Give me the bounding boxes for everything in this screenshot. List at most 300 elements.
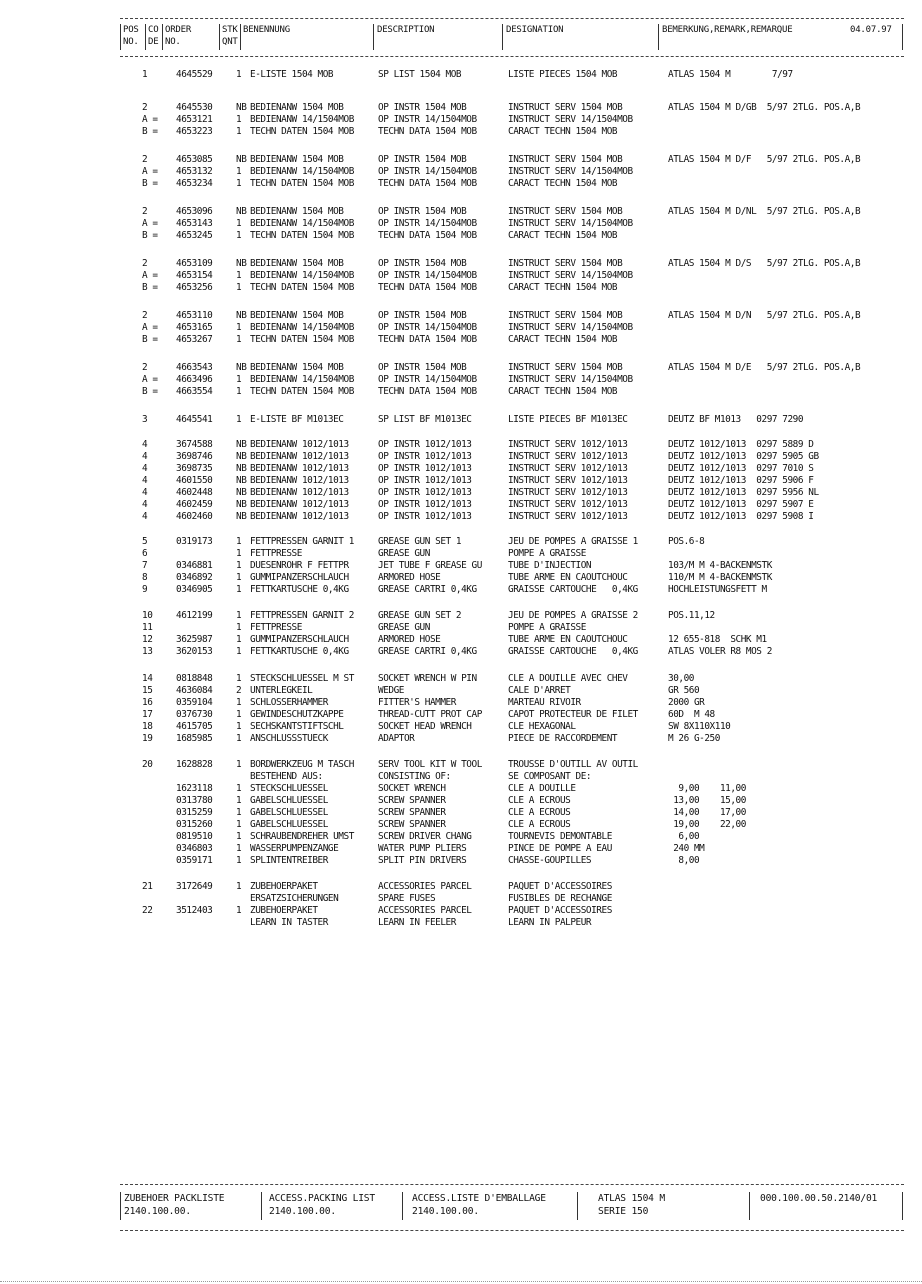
row-qty: NB <box>236 475 247 486</box>
row-designation: INSTRUCT SERV 1504 MOB <box>508 310 623 321</box>
row-description: FITTER'S HAMMER <box>378 697 456 708</box>
row-description: OP INSTR 1504 MOB <box>378 258 467 269</box>
header-divider <box>120 24 121 50</box>
row-description: SP LIST BF M1013EC <box>378 414 472 425</box>
row-pos: B = <box>142 230 158 241</box>
row-remark: SW 8X110X110 <box>668 721 731 732</box>
table-row <box>0 610 922 622</box>
header-description: DESCRIPTION <box>377 25 435 35</box>
row-designation: CARACT TECHN 1504 MOB <box>508 386 618 397</box>
row-pos: 17 <box>142 709 153 720</box>
row-order: 1623118 <box>176 783 213 794</box>
row-qty: NB <box>236 499 247 510</box>
row-pos: A = <box>142 270 158 281</box>
row-benennung: BEDIENANW 1012/1013 <box>250 499 349 510</box>
row-designation: GRAISSE CARTOUCHE 0,4KG <box>508 584 638 595</box>
table-row <box>0 166 922 178</box>
row-pos: 6 <box>142 548 148 559</box>
row-order: 3512403 <box>176 905 213 916</box>
row-order: 4653085 <box>176 154 213 165</box>
row-designation: TUBE ARME EN CAOUTCHOUC <box>508 634 628 645</box>
row-description: OP INSTR 1504 MOB <box>378 154 467 165</box>
header-remark: BEMERKUNG,REMARK,REMARQUE <box>662 25 793 35</box>
table-row <box>0 536 922 548</box>
table-row <box>0 709 922 721</box>
row-designation: SE COMPOSANT DE: <box>508 771 592 782</box>
table-row <box>0 622 922 634</box>
row-remark: 103/M M 4-BACKENMSTK <box>668 560 772 571</box>
row-qty: 1 <box>236 622 242 633</box>
row-order: 4663554 <box>176 386 213 397</box>
row-remark: HOCHLEISTUNGSFETT M <box>668 584 767 595</box>
row-description: ADAPTOR <box>378 733 415 744</box>
table-row <box>0 893 922 905</box>
row-qty: 1 <box>236 536 242 547</box>
row-order: 1628828 <box>176 759 213 770</box>
row-order: 0346892 <box>176 572 213 583</box>
row-pos: 16 <box>142 697 153 708</box>
row-qty: 2 <box>236 685 242 696</box>
row-qty: 1 <box>236 282 242 293</box>
row-designation: INSTRUCT SERV 14/1504MOB <box>508 114 633 125</box>
row-description: ACCESSORIES PARCEL <box>378 905 472 916</box>
row-benennung: BESTEHEND AUS: <box>250 771 323 782</box>
row-description: OP INSTR 14/1504MOB <box>378 218 477 229</box>
row-order: 3620153 <box>176 646 213 657</box>
row-order: 4645529 <box>176 69 213 80</box>
row-order: 4645530 <box>176 102 213 113</box>
row-designation: INSTRUCT SERV 14/1504MOB <box>508 270 633 281</box>
row-designation: PAQUET D'ACCESSOIRES <box>508 905 612 916</box>
row-designation: INSTRUCT SERV 1012/1013 <box>508 511 628 522</box>
row-qty: NB <box>236 362 247 373</box>
row-designation: INSTRUCT SERV 1504 MOB <box>508 154 623 165</box>
table-row <box>0 572 922 584</box>
header-divider <box>240 24 241 50</box>
row-description: THREAD-CUTT PROT CAP <box>378 709 482 720</box>
row-benennung: BEDIENANW 14/1504MOB <box>250 114 354 125</box>
row-qty: 1 <box>236 807 242 818</box>
footer-machine: ATLAS 1504 M SERIE 150 <box>598 1193 665 1217</box>
row-description: OP INSTR 1012/1013 <box>378 487 472 498</box>
row-designation: INSTRUCT SERV 14/1504MOB <box>508 218 633 229</box>
row-description: SCREW SPANNER <box>378 807 446 818</box>
row-pos: 1 <box>142 69 148 80</box>
row-benennung: GABELSCHLUESSEL <box>250 807 328 818</box>
row-designation: INSTRUCT SERV 1012/1013 <box>508 475 628 486</box>
row-qty: 1 <box>236 584 242 595</box>
row-pos: B = <box>142 126 158 137</box>
row-remark: DEUTZ 1012/1013 0297 5906 F <box>668 475 814 486</box>
row-benennung: FETTKARTUSCHE 0,4KG <box>250 646 349 657</box>
table-row <box>0 881 922 893</box>
row-order: 4653234 <box>176 178 213 189</box>
footer <box>120 1190 904 1224</box>
row-benennung: FETTPRESSEN GARNIT 2 <box>250 610 354 621</box>
row-qty: 1 <box>236 721 242 732</box>
row-qty: 1 <box>236 855 242 866</box>
row-qty: 1 <box>236 560 242 571</box>
row-benennung: TECHN DATEN 1504 MOB <box>250 126 354 137</box>
row-pos: 15 <box>142 685 153 696</box>
row-pos: 19 <box>142 733 153 744</box>
row-qty: 1 <box>236 386 242 397</box>
header-top-rule <box>120 18 904 19</box>
row-designation: CLE A DOUILLE AVEC CHEV <box>508 673 628 684</box>
row-pos: A = <box>142 166 158 177</box>
row-description: OP INSTR 1504 MOB <box>378 102 467 113</box>
row-designation: TROUSSE D'OUTILL AV OUTIL <box>508 759 638 770</box>
row-designation: CARACT TECHN 1504 MOB <box>508 178 618 189</box>
row-benennung: BEDIENANW 1504 MOB <box>250 154 344 165</box>
footer-divider <box>749 1192 750 1220</box>
row-order: 4612199 <box>176 610 213 621</box>
row-designation: INSTRUCT SERV 14/1504MOB <box>508 322 633 333</box>
row-benennung: SCHRAUBENDREHER UMST <box>250 831 354 842</box>
row-remark: 6,00 <box>668 831 700 842</box>
row-benennung: BEDIENANW 1504 MOB <box>250 258 344 269</box>
row-description: OP INSTR 1012/1013 <box>378 499 472 510</box>
row-remark: 8,00 <box>668 855 700 866</box>
row-designation: CARACT TECHN 1504 MOB <box>508 126 618 137</box>
row-description: OP INSTR 1012/1013 <box>378 451 472 462</box>
row-description: TECHN DATA 1504 MOB <box>378 230 477 241</box>
row-remark: ATLAS 1504 M D/S 5/97 2TLG. POS.A,B <box>668 258 861 269</box>
row-benennung: TECHN DATEN 1504 MOB <box>250 230 354 241</box>
row-pos: A = <box>142 114 158 125</box>
row-description: CONSISTING OF: <box>378 771 451 782</box>
table-row <box>0 374 922 386</box>
table-row <box>0 282 922 294</box>
row-qty: 1 <box>236 831 242 842</box>
row-description: SCREW SPANNER <box>378 795 446 806</box>
row-pos: 2 <box>142 206 148 217</box>
footer-packing-list-en: ACCESS.PACKING LIST 2140.100.00. <box>269 1193 375 1217</box>
row-designation: FUSIBLES DE RECHANGE <box>508 893 612 904</box>
row-remark: 9,00 11,00 <box>668 783 746 794</box>
row-remark: 14,00 17,00 <box>668 807 746 818</box>
row-benennung: FETTKARTUSCHE 0,4KG <box>250 584 349 595</box>
row-qty: 1 <box>236 646 242 657</box>
row-remark: ATLAS 1504 M D/F 5/97 2TLG. POS.A,B <box>668 154 861 165</box>
row-pos: B = <box>142 334 158 345</box>
row-qty: 1 <box>236 270 242 281</box>
header-date: 04.07.97 <box>850 25 892 35</box>
table-row <box>0 584 922 596</box>
row-remark: ATLAS 1504 M 7/97 <box>668 69 793 80</box>
row-description: TECHN DATA 1504 MOB <box>378 334 477 345</box>
row-order: 4615705 <box>176 721 213 732</box>
table-row <box>0 126 922 138</box>
footer-bottom-rule <box>120 1230 904 1231</box>
row-pos: A = <box>142 218 158 229</box>
row-designation: CLE HEXAGONAL <box>508 721 576 732</box>
row-benennung: BEDIENANW 1012/1013 <box>250 439 349 450</box>
row-designation: INSTRUCT SERV 14/1504MOB <box>508 166 633 177</box>
row-benennung: E-LISTE 1504 MOB <box>250 69 334 80</box>
row-remark: 2000 GR <box>668 697 705 708</box>
row-order: 4653256 <box>176 282 213 293</box>
table-row <box>0 218 922 230</box>
header-benennung: BENENNUNG <box>243 25 290 35</box>
row-order: 4663496 <box>176 374 213 385</box>
row-description: OP INSTR 1504 MOB <box>378 362 467 373</box>
row-benennung: BEDIENANW 14/1504MOB <box>250 322 354 333</box>
row-qty: 1 <box>236 374 242 385</box>
table-row <box>0 102 922 114</box>
table-row <box>0 463 922 475</box>
row-benennung: GUMMIPANZERSCHLAUCH <box>250 634 349 645</box>
row-description: OP INSTR 14/1504MOB <box>378 166 477 177</box>
row-pos: 2 <box>142 102 148 113</box>
table-row <box>0 270 922 282</box>
row-qty: 1 <box>236 178 242 189</box>
row-remark: ATLAS 1504 M D/NL 5/97 2TLG. POS.A,B <box>668 206 861 217</box>
header-qty: STK QNT <box>222 25 238 47</box>
row-benennung: STECKSCHLUESSEL <box>250 783 328 794</box>
row-remark: DEUTZ 1012/1013 0297 5908 I <box>668 511 814 522</box>
header-divider <box>902 24 903 50</box>
row-pos: A = <box>142 374 158 385</box>
row-qty: NB <box>236 439 247 450</box>
header-order: ORDER NO. <box>165 25 192 47</box>
row-pos: 2 <box>142 154 148 165</box>
row-designation: PAQUET D'ACCESSOIRES <box>508 881 612 892</box>
row-benennung: BEDIENANW 1504 MOB <box>250 310 344 321</box>
row-order: 4653223 <box>176 126 213 137</box>
row-description: ARMORED HOSE <box>378 572 441 583</box>
row-designation: PIECE DE RACCORDEMENT <box>508 733 618 744</box>
row-qty: 1 <box>236 218 242 229</box>
header-divider <box>162 24 163 50</box>
header-code: CO DE <box>148 25 159 47</box>
row-description: ACCESSORIES PARCEL <box>378 881 472 892</box>
row-benennung: GABELSCHLUESSEL <box>250 795 328 806</box>
row-pos: B = <box>142 178 158 189</box>
row-pos: 3 <box>142 414 148 425</box>
row-description: WATER PUMP PLIERS <box>378 843 467 854</box>
header-divider <box>145 24 146 50</box>
row-order: 3674588 <box>176 439 213 450</box>
row-designation: INSTRUCT SERV 1012/1013 <box>508 463 628 474</box>
header-divider <box>658 24 659 50</box>
table-row <box>0 807 922 819</box>
row-description: TECHN DATA 1504 MOB <box>378 282 477 293</box>
row-qty: 1 <box>236 166 242 177</box>
row-designation: INSTRUCT SERV 1504 MOB <box>508 206 623 217</box>
row-qty: NB <box>236 451 247 462</box>
table-row <box>0 178 922 190</box>
row-pos: 18 <box>142 721 153 732</box>
row-order: 0315259 <box>176 807 213 818</box>
table-row <box>0 855 922 867</box>
row-description: OP INSTR 14/1504MOB <box>378 114 477 125</box>
row-description: SCREW DRIVER CHANG <box>378 831 472 842</box>
row-designation: CHASSE-GOUPILLES <box>508 855 592 866</box>
row-benennung: DUESENROHR F FETTPR <box>250 560 349 571</box>
row-designation: TUBE ARME EN CAOUTCHOUC <box>508 572 628 583</box>
row-qty: 1 <box>236 843 242 854</box>
row-remark: POS.11,12 <box>668 610 715 621</box>
row-pos: 10 <box>142 610 153 621</box>
row-benennung: SCHLOSSERHAMMER <box>250 697 328 708</box>
table-row <box>0 733 922 745</box>
row-order: 4636084 <box>176 685 213 696</box>
row-qty: 1 <box>236 733 242 744</box>
row-benennung: BEDIENANW 1012/1013 <box>250 487 349 498</box>
row-qty: 1 <box>236 322 242 333</box>
table-row <box>0 475 922 487</box>
row-benennung: BEDIENANW 1012/1013 <box>250 511 349 522</box>
row-description: GREASE CARTRI 0,4KG <box>378 584 477 595</box>
header-divider <box>219 24 220 50</box>
table-row <box>0 634 922 646</box>
row-pos: 8 <box>142 572 148 583</box>
row-remark: POS.6-8 <box>668 536 705 547</box>
footer-divider <box>120 1192 121 1220</box>
row-pos: 4 <box>142 487 148 498</box>
row-order: 3698746 <box>176 451 213 462</box>
row-pos: 4 <box>142 511 148 522</box>
row-remark: DEUTZ 1012/1013 0297 5905 GB <box>668 451 819 462</box>
row-remark: DEUTZ 1012/1013 0297 7010 S <box>668 463 814 474</box>
row-description: OP INSTR 14/1504MOB <box>378 270 477 281</box>
table-row <box>0 206 922 218</box>
row-benennung: BEDIENANW 14/1504MOB <box>250 270 354 281</box>
row-benennung: GABELSCHLUESSEL <box>250 819 328 830</box>
table-row <box>0 673 922 685</box>
row-designation: MARTEAU RIVOIR <box>508 697 581 708</box>
row-description: GREASE GUN SET 1 <box>378 536 462 547</box>
table-row <box>0 386 922 398</box>
row-description: GREASE GUN <box>378 548 430 559</box>
table-row <box>0 310 922 322</box>
row-description: SCREW SPANNER <box>378 819 446 830</box>
row-designation: LISTE PIECES BF M1013EC <box>508 414 628 425</box>
row-designation: CLE A DOUILLE <box>508 783 576 794</box>
row-pos: 2 <box>142 362 148 373</box>
row-pos: 4 <box>142 439 148 450</box>
row-remark: 60D M 48 <box>668 709 715 720</box>
row-qty: 1 <box>236 572 242 583</box>
row-remark: 19,00 22,00 <box>668 819 746 830</box>
table-row <box>0 451 922 463</box>
row-order: 4645541 <box>176 414 213 425</box>
row-order: 3172649 <box>176 881 213 892</box>
row-description: TECHN DATA 1504 MOB <box>378 126 477 137</box>
row-designation: POMPE A GRAISSE <box>508 622 586 633</box>
row-order: 0359171 <box>176 855 213 866</box>
row-order: 3698735 <box>176 463 213 474</box>
row-order: 4602459 <box>176 499 213 510</box>
row-remark: DEUTZ BF M1013 0297 7290 <box>668 414 804 425</box>
row-remark: 110/M M 4-BACKENMSTK <box>668 572 772 583</box>
row-qty: 1 <box>236 783 242 794</box>
table-row <box>0 721 922 733</box>
row-remark: GR 560 <box>668 685 700 696</box>
row-benennung: BEDIENANW 14/1504MOB <box>250 166 354 177</box>
row-description: OP INSTR 1012/1013 <box>378 475 472 486</box>
row-qty: 1 <box>236 819 242 830</box>
row-pos: 11 <box>142 622 153 633</box>
row-order: 4653267 <box>176 334 213 345</box>
table-row <box>0 230 922 242</box>
row-pos: 12 <box>142 634 153 645</box>
header-divider <box>373 24 374 50</box>
row-remark: M 26 G-250 <box>668 733 720 744</box>
row-designation: CLE A ECROUS <box>508 807 571 818</box>
row-pos: 13 <box>142 646 153 657</box>
row-designation: JEU DE POMPES A GRAISSE 1 <box>508 536 638 547</box>
row-order: 4653165 <box>176 322 213 333</box>
table-row <box>0 646 922 658</box>
table-row <box>0 362 922 374</box>
row-qty: 1 <box>236 697 242 708</box>
row-pos: 9 <box>142 584 148 595</box>
row-description: GREASE GUN <box>378 622 430 633</box>
row-order: 0359104 <box>176 697 213 708</box>
row-order: 4653096 <box>176 206 213 217</box>
row-pos: 4 <box>142 475 148 486</box>
row-qty: 1 <box>236 334 242 345</box>
row-qty: NB <box>236 102 247 113</box>
row-description: OP INSTR 1012/1013 <box>378 439 472 450</box>
table-row <box>0 783 922 795</box>
row-order: 4653143 <box>176 218 213 229</box>
row-designation: INSTRUCT SERV 14/1504MOB <box>508 374 633 385</box>
row-qty: 1 <box>236 673 242 684</box>
row-designation: CALE D'ARRET <box>508 685 571 696</box>
header-bottom-rule <box>120 56 904 57</box>
table-row <box>0 560 922 572</box>
footer-divider <box>261 1192 262 1220</box>
row-description: OP INSTR 14/1504MOB <box>378 374 477 385</box>
row-description: SOCKET HEAD WRENCH <box>378 721 472 732</box>
row-designation: TOURNEVIS DEMONTABLE <box>508 831 612 842</box>
row-description: SOCKET WRENCH W PIN <box>378 673 477 684</box>
table-row <box>0 487 922 499</box>
row-pos: 21 <box>142 881 153 892</box>
row-order: 4602448 <box>176 487 213 498</box>
row-qty: 1 <box>236 634 242 645</box>
row-designation: PINCE DE POMPE A EAU <box>508 843 612 854</box>
row-qty: NB <box>236 310 247 321</box>
row-benennung: FETTPRESSE <box>250 622 302 633</box>
row-remark: 30,00 <box>668 673 694 684</box>
row-pos: 22 <box>142 905 153 916</box>
table-row <box>0 114 922 126</box>
row-designation: CARACT TECHN 1504 MOB <box>508 282 618 293</box>
row-benennung: LEARN IN TASTER <box>250 917 328 928</box>
row-qty: NB <box>236 206 247 217</box>
row-designation: INSTRUCT SERV 1504 MOB <box>508 102 623 113</box>
row-benennung: ERSATZSICHERUNGEN <box>250 893 339 904</box>
row-designation: INSTRUCT SERV 1012/1013 <box>508 499 628 510</box>
row-order: 3625987 <box>176 634 213 645</box>
table-row <box>0 511 922 523</box>
row-description: WEDGE <box>378 685 404 696</box>
row-qty: 1 <box>236 414 242 425</box>
row-order: 4653121 <box>176 114 213 125</box>
row-designation: LEARN IN PALPEUR <box>508 917 592 928</box>
row-pos: 2 <box>142 258 148 269</box>
row-order: 0818848 <box>176 673 213 684</box>
row-pos: 14 <box>142 673 153 684</box>
row-qty: 1 <box>236 126 242 137</box>
row-qty: 1 <box>236 230 242 241</box>
row-remark: DEUTZ 1012/1013 0297 5907 E <box>668 499 814 510</box>
row-order: 0313780 <box>176 795 213 806</box>
